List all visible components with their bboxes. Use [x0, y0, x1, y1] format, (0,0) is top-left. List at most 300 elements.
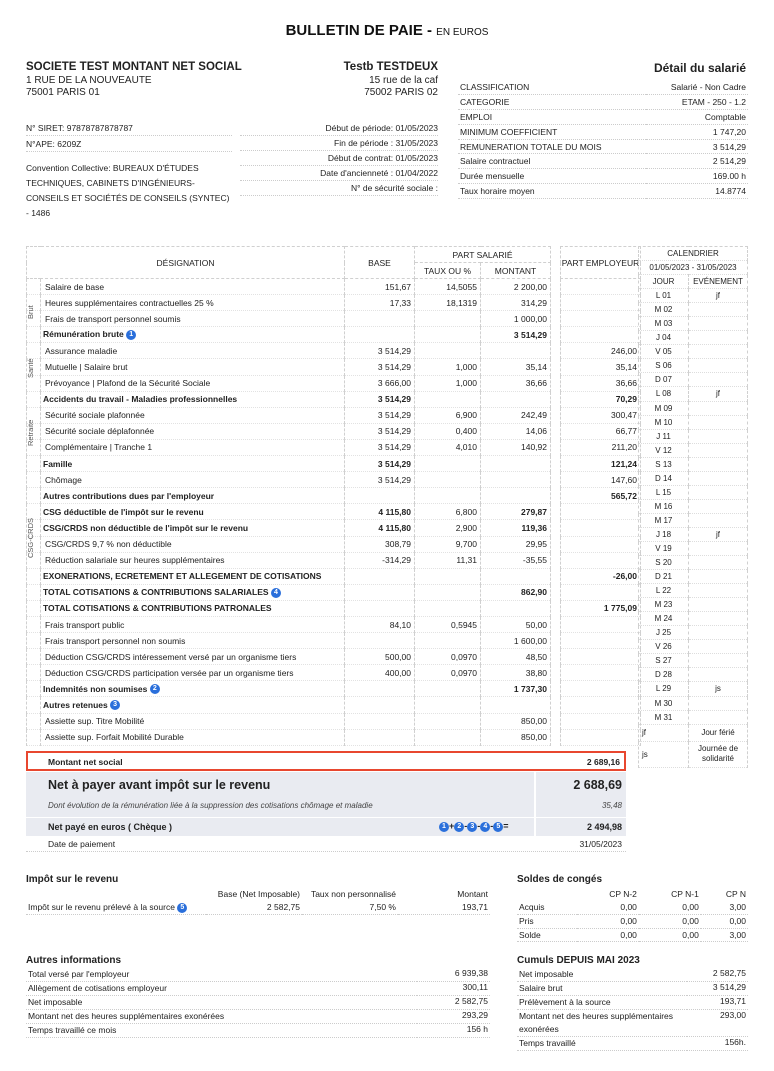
cumuls-row [517, 982, 748, 996]
row-montant: 35,14 [481, 359, 551, 375]
detail-table [458, 80, 748, 199]
calendar-event [689, 457, 748, 471]
detail-key: Taux horaire moyen [458, 184, 646, 199]
calendar-event [689, 443, 748, 457]
row-label: Frais transport public [45, 619, 125, 630]
column-gap [551, 616, 561, 632]
conges-value: 0,00 [701, 914, 748, 928]
row-label: CSG/CRDS non déductible de l'impôt sur le revenu [43, 522, 249, 533]
cumuls-row [517, 1037, 748, 1051]
conges-label: Solde [517, 928, 577, 942]
calendar-event [689, 584, 748, 598]
row-designation [41, 343, 345, 359]
period-line: Début de période: 01/05/2023 [240, 121, 438, 136]
detail-value: ETAM - 250 - 1.2 [646, 95, 748, 110]
cumuls-title: Cumuls DEPUIS MAI 2023 [517, 955, 640, 966]
calendar-day: M 31 [639, 710, 689, 724]
employee-address [240, 75, 438, 99]
row-designation [41, 488, 345, 504]
column-gap [551, 713, 561, 729]
section-cell [27, 488, 41, 504]
calendar-day: M 10 [639, 415, 689, 429]
autres-row [26, 996, 490, 1010]
detail-value: Comptable [646, 110, 748, 125]
row-base: 3 514,29 [345, 423, 415, 439]
calendar-row [639, 345, 748, 359]
conges-value: 0,00 [639, 901, 701, 915]
detail-value: 2 514,29 [646, 154, 748, 169]
net-social-value: 2 689,16 [586, 757, 620, 767]
calendar-day: L 08 [639, 387, 689, 401]
calendar-event [689, 499, 748, 513]
calendar-day: S 27 [639, 654, 689, 668]
column-gap [551, 681, 561, 697]
date-paiement-label: Date de paiement [48, 839, 116, 849]
row-base: 3 514,29 [345, 391, 415, 407]
table-row [27, 729, 641, 745]
table-row [27, 616, 641, 632]
row-taux [415, 600, 481, 616]
calendar-event [689, 317, 748, 331]
row-designation [41, 665, 345, 681]
calendar-row [639, 457, 748, 471]
section-cell [27, 713, 41, 729]
autres-value: 156 h [417, 1024, 490, 1038]
row-base [345, 681, 415, 697]
calendar-day: M 30 [639, 696, 689, 710]
row-taux: 1,000 [415, 359, 481, 375]
net-paye-formula [439, 821, 509, 832]
row-designation [41, 520, 345, 536]
row-montant [481, 456, 551, 472]
row-employeur [561, 311, 641, 327]
calendar-row [639, 527, 748, 541]
cumuls-row [517, 1010, 748, 1037]
siret: N° SIRET: 97878787878787 [26, 121, 232, 136]
row-base [345, 311, 415, 327]
column-gap [551, 279, 561, 295]
calendar-day: D 14 [639, 471, 689, 485]
row-designation [41, 295, 345, 311]
detail-key: REMUNERATION TOTALE DU MOIS [458, 139, 646, 154]
row-designation [41, 423, 345, 439]
calendar-row [639, 654, 748, 668]
column-gap [551, 488, 561, 504]
table-row [27, 439, 641, 455]
row-montant: 50,00 [481, 616, 551, 632]
cumuls-row [517, 968, 748, 982]
row-base [345, 633, 415, 649]
impot-empty [26, 887, 206, 901]
formula-sep: - [490, 821, 494, 831]
row-taux: 0,400 [415, 423, 481, 439]
calendar-row [639, 415, 748, 429]
row-montant [481, 343, 551, 359]
detail-key: CATEGORIE [458, 95, 646, 110]
row-designation [41, 633, 345, 649]
row-designation [41, 697, 345, 713]
conges-title: Soldes de congés [517, 874, 603, 885]
conges-value: 3,00 [701, 928, 748, 942]
row-employeur [561, 520, 641, 536]
row-base [345, 600, 415, 616]
cumuls-label: Montant net des heures supplémentaires exonérées [517, 1010, 687, 1037]
row-designation [41, 616, 345, 632]
autres-row [26, 982, 490, 996]
column-gap [551, 584, 561, 600]
detail-key: Salaire contractuel [458, 154, 646, 169]
calendar-day: V 26 [639, 640, 689, 654]
badge-5: 5 [493, 822, 503, 832]
row-designation [41, 649, 345, 665]
column-gap [551, 327, 561, 343]
row-base: 3 666,00 [345, 375, 415, 391]
cumuls-row [517, 996, 748, 1010]
column-gap [551, 568, 561, 584]
table-row [27, 568, 641, 584]
calendar-row [639, 626, 748, 640]
row-taux [415, 633, 481, 649]
employee-address-line: 15 rue de la caf [369, 75, 438, 86]
calendar-day: L 29 [639, 682, 689, 696]
row-montant [481, 697, 551, 713]
calendar-event [689, 345, 748, 359]
row-label: Accidents du travail - Maladies professionnelles [43, 394, 238, 405]
row-taux: 2,900 [415, 520, 481, 536]
conges-row [517, 901, 748, 915]
payroll-table [26, 246, 641, 746]
calendar-day: V 12 [639, 443, 689, 457]
calendar-event [689, 640, 748, 654]
autres-value: 293,29 [417, 1010, 490, 1024]
row-montant [481, 391, 551, 407]
calendar-row [639, 584, 748, 598]
calendar-col-day: JOUR [639, 275, 689, 289]
row-taux: 11,31 [415, 552, 481, 568]
column-divider [534, 818, 536, 836]
table-row [27, 697, 641, 713]
row-base [345, 713, 415, 729]
cumuls-value: 293,00 [687, 1010, 748, 1037]
table-row [27, 504, 641, 520]
row-taux [415, 488, 481, 504]
impot-header-montant: Montant [457, 888, 488, 899]
calendar-row [639, 513, 748, 527]
row-montant: -35,55 [481, 552, 551, 568]
row-base: 151,67 [345, 279, 415, 295]
row-montant: 14,06 [481, 423, 551, 439]
detail-value: 1 747,20 [646, 124, 748, 139]
row-montant [481, 472, 551, 488]
row-taux: 0,0970 [415, 649, 481, 665]
row-designation [41, 279, 345, 295]
autres-label: Temps travaillé ce mois [26, 1024, 417, 1038]
row-montant: 29,95 [481, 536, 551, 552]
table-row [27, 713, 641, 729]
table-row [27, 295, 641, 311]
row-employeur [561, 633, 641, 649]
autres-label: Allègement de cotisations employeur [26, 982, 417, 996]
row-taux [415, 311, 481, 327]
table-row [27, 407, 641, 423]
row-base: 17,33 [345, 295, 415, 311]
row-employeur [561, 729, 641, 745]
calendar-event [689, 710, 748, 724]
autres-row [26, 968, 490, 982]
table-row [27, 311, 641, 327]
row-taux [415, 472, 481, 488]
calendar-day: V 19 [639, 541, 689, 555]
row-taux [415, 584, 481, 600]
calendar-event [689, 485, 748, 499]
period-info [240, 121, 438, 196]
row-base [345, 488, 415, 504]
header-taux: TAUX OU % [415, 263, 481, 279]
conges-value: 0,00 [577, 914, 639, 928]
calendar-day: D 28 [639, 668, 689, 682]
row-designation [41, 729, 345, 745]
badge-3: 3 [467, 822, 477, 832]
impot-label-text: Impôt sur le revenu prélevé à la source [28, 901, 175, 912]
detail-row [458, 95, 748, 110]
row-label: Famille [43, 458, 73, 469]
column-divider [534, 772, 536, 817]
row-montant: 850,00 [481, 729, 551, 745]
calendar-row [639, 668, 748, 682]
detail-row [458, 169, 748, 184]
row-montant: 36,66 [481, 375, 551, 391]
impot-row-label [26, 901, 206, 915]
row-taux: 0,5945 [415, 616, 481, 632]
row-montant: 279,87 [481, 504, 551, 520]
calendar-day: V 05 [639, 345, 689, 359]
conges-empty [517, 887, 577, 901]
row-label: Frais de transport personnel soumis [45, 313, 181, 324]
row-designation [41, 407, 345, 423]
row-base: 500,00 [345, 649, 415, 665]
legend-code: js [639, 741, 689, 767]
autres-table [26, 968, 490, 1038]
row-designation [41, 472, 345, 488]
calendar-row [639, 373, 748, 387]
calendar-row [639, 710, 748, 724]
row-taux: 18,1319 [415, 295, 481, 311]
column-gap [551, 472, 561, 488]
calendar-row [639, 443, 748, 457]
badge-5: 5 [177, 903, 187, 913]
section-cell [27, 600, 41, 616]
row-employeur [561, 584, 641, 600]
header-designation: DÉSIGNATION [27, 247, 345, 279]
table-row [27, 488, 641, 504]
row-label: Assiette sup. Forfait Mobilité Durable [45, 732, 184, 743]
cumuls-value: 193,71 [687, 996, 748, 1010]
calendar-day: S 06 [639, 359, 689, 373]
calendar-event [689, 598, 748, 612]
calendar-row [639, 387, 748, 401]
column-gap [551, 520, 561, 536]
row-taux [415, 713, 481, 729]
row-label: Déduction CSG/CRDS intéressement versé par un organisme tiers [45, 651, 297, 662]
row-base [345, 568, 415, 584]
row-label: Indemnités non soumises [43, 683, 148, 694]
row-taux [415, 697, 481, 713]
detail-row [458, 80, 748, 95]
column-gap [551, 633, 561, 649]
calendar-day: D 21 [639, 570, 689, 584]
row-base: 308,79 [345, 536, 415, 552]
table-row [27, 552, 641, 568]
column-gap [551, 343, 561, 359]
row-designation [41, 504, 345, 520]
row-base: 3 514,29 [345, 472, 415, 488]
row-designation [41, 584, 345, 600]
row-designation [41, 600, 345, 616]
calendar-row [639, 598, 748, 612]
row-taux [415, 729, 481, 745]
row-label: Complémentaire | Tranche 1 [45, 442, 153, 453]
row-montant [481, 488, 551, 504]
ape-code: N°APE: 6209Z [26, 137, 232, 152]
column-gap [551, 456, 561, 472]
company-name: SOCIETE TEST MONTANT NET SOCIAL [26, 61, 242, 73]
row-base: 3 514,29 [345, 439, 415, 455]
row-taux [415, 343, 481, 359]
calendar-row [639, 696, 748, 710]
calendar-event [689, 513, 748, 527]
calendar-event: jf [689, 289, 748, 303]
column-gap [551, 504, 561, 520]
calendar-day: M 09 [639, 401, 689, 415]
conges-row [517, 914, 748, 928]
row-designation [41, 536, 345, 552]
net-paye-value: 2 494,98 [586, 822, 622, 832]
row-employeur: 66,77 [561, 423, 641, 439]
row-montant: 862,90 [481, 584, 551, 600]
row-montant: 850,00 [481, 713, 551, 729]
calendar-event [689, 359, 748, 373]
row-taux: 9,700 [415, 536, 481, 552]
net-paye-row [26, 818, 626, 836]
header-part-employeur: PART EMPLOYEUR [561, 247, 641, 279]
section-cell [27, 568, 41, 584]
row-employeur [561, 552, 641, 568]
impot-header-base: Base (Net Imposable) [217, 888, 300, 899]
calendar-event [689, 415, 748, 429]
calendar-event [689, 401, 748, 415]
conges-table [517, 887, 748, 942]
row-label: Frais transport personnel non soumis [45, 635, 186, 646]
row-montant: 140,92 [481, 439, 551, 455]
row-montant: 1 600,00 [481, 633, 551, 649]
net-social-label: Montant net social [48, 757, 123, 767]
badge-1: 1 [126, 330, 136, 340]
calendar-day: M 17 [639, 513, 689, 527]
row-base: 84,10 [345, 616, 415, 632]
cumuls-table [517, 968, 748, 1051]
calendar-event: jf [689, 387, 748, 401]
formula-sep: + [449, 821, 455, 831]
conges-value: 0,00 [577, 901, 639, 915]
row-taux: 14,5055 [415, 279, 481, 295]
calendar-row [639, 541, 748, 555]
column-gap [551, 391, 561, 407]
evolution-label: Dont évolution de la rémunération liée à la suppression des cotisations chômage et maladie [48, 801, 373, 810]
column-gap [551, 359, 561, 375]
table-row [27, 633, 641, 649]
calendar-event [689, 668, 748, 682]
row-label: Rémunération brute [43, 329, 124, 340]
header-base: BASE [345, 247, 415, 279]
row-designation [41, 456, 345, 472]
evolution-value: 35,48 [601, 801, 622, 810]
conges-header-row [517, 887, 748, 901]
row-employeur: 35,14 [561, 359, 641, 375]
calendar-day: L 01 [639, 289, 689, 303]
cumuls-value: 3 514,29 [687, 982, 748, 996]
detail-value: 169.00 h [646, 169, 748, 184]
row-employeur [561, 327, 641, 343]
section-cell [27, 327, 41, 343]
row-taux: 1,000 [415, 375, 481, 391]
conges-header: CP N-1 [671, 888, 699, 899]
row-employeur [561, 536, 641, 552]
detail-value: 14.8774 [646, 184, 748, 199]
calendar-day: L 15 [639, 485, 689, 499]
calendar-day: J 25 [639, 626, 689, 640]
detail-row [458, 110, 748, 125]
detail-key: CLASSIFICATION [458, 80, 646, 95]
row-employeur [561, 697, 641, 713]
calendar-range: 01/05/2023 - 31/05/2023 [639, 261, 748, 275]
calendar-row [639, 303, 748, 317]
row-employeur [561, 295, 641, 311]
row-label: Assurance maladie [45, 345, 118, 356]
row-montant: 314,29 [481, 295, 551, 311]
section-cell [27, 472, 41, 488]
section-label-csg: CSG-CRDS [26, 518, 35, 559]
calendar-day: J 11 [639, 429, 689, 443]
company-address-line: 75001 PARIS 01 [26, 87, 100, 98]
row-montant [481, 600, 551, 616]
row-label: Déduction CSG/CRDS participation versée par un organisme tiers [45, 667, 294, 678]
row-taux [415, 391, 481, 407]
row-employeur: 1 775,09 [561, 600, 641, 616]
table-row [27, 456, 641, 472]
row-designation [41, 327, 345, 343]
calendar-event [689, 570, 748, 584]
calendar-day: S 20 [639, 556, 689, 570]
row-base: 4 115,80 [345, 520, 415, 536]
cumuls-value: 2 582,75 [687, 968, 748, 982]
conges-header: CP N-2 [609, 888, 637, 899]
row-employeur: 565,72 [561, 488, 641, 504]
row-montant: 242,49 [481, 407, 551, 423]
row-base: 3 514,29 [345, 359, 415, 375]
table-row [27, 600, 641, 616]
row-montant [481, 568, 551, 584]
column-gap [551, 665, 561, 681]
net-avant-impot-value: 2 688,69 [573, 778, 622, 792]
row-employeur: 211,20 [561, 439, 641, 455]
title-main: BULLETIN DE PAIE - [285, 22, 437, 39]
row-label: TOTAL COTISATIONS & CONTRIBUTIONS SALARIALES [43, 586, 269, 597]
detail-value: 3 514,29 [646, 139, 748, 154]
calendar-event: jf [689, 527, 748, 541]
row-base: 3 514,29 [345, 343, 415, 359]
section-cell [27, 279, 41, 295]
badge-2: 2 [150, 684, 160, 694]
